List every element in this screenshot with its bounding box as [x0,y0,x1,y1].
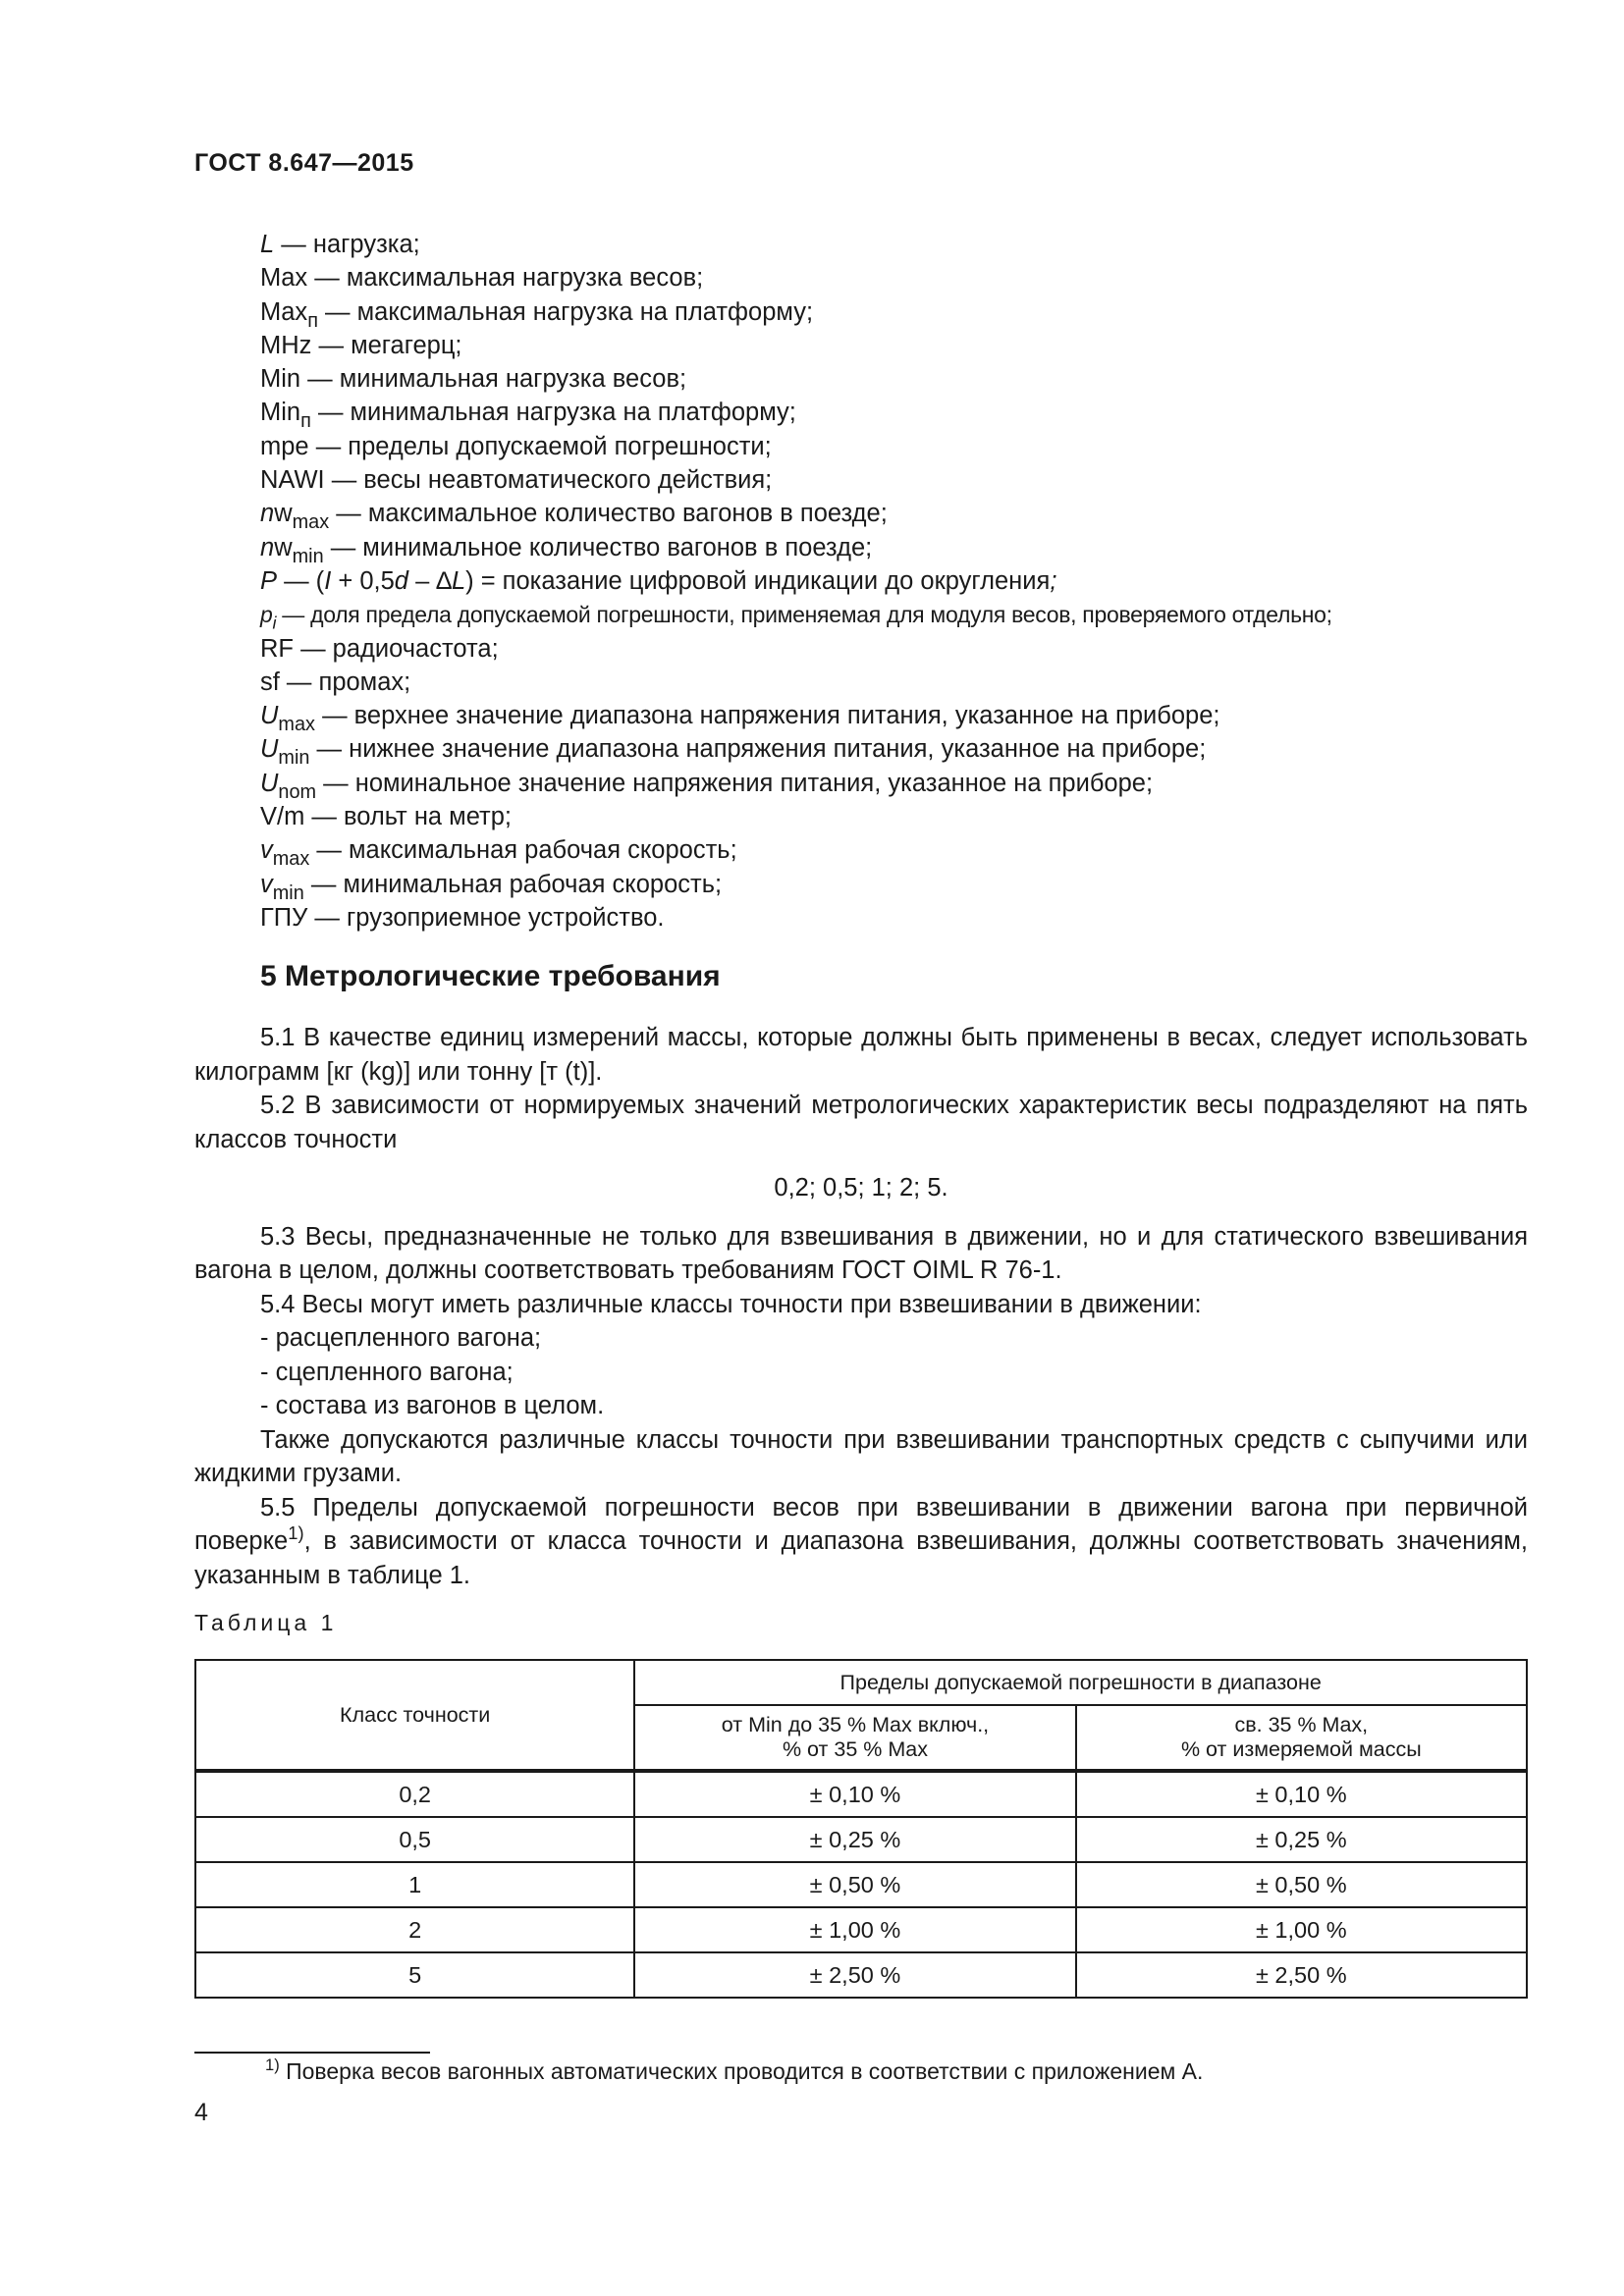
def-P: P — (I + 0,5d – ∆L) = показание цифровой индикации до округления; [260,566,1057,595]
list-item: - сцепленного вагона; [260,1358,514,1386]
paragraph-5-3: 5.3 Весы, предназначенные не только для взвешивания в движении, но и для статического взвешивания вагона в целом, должны соответствовать требованиям ГОСТ OIML R 76-1. [194,1222,1528,1284]
page-number: 4 [194,2099,208,2126]
def-vm: V/m — вольт на метр; [260,803,512,831]
paragraph-5-1: 5.1 В качестве единиц измерений массы, которые должны быть применены в весах, следует использовать килограмм [кг (kg)] или тонну [т (t)]. [194,1024,1528,1086]
footnote-ref: 1) [288,1522,304,1543]
def-mpe: mpe — пределы допускаемой погрешности; [260,432,772,460]
table-row: 0,5 ± 0,25 % ± 0,25 % [195,1817,1527,1862]
list-item: - расцепленного вагона; [260,1324,542,1352]
header-range-2: св. 35 % Max, % от измеряемой массы [1076,1705,1527,1771]
paragraph-5-5: 5.5 Пределы допускаемой погрешности весов при взвешивании в движении вагона при первичной поверке$^{1)}$, в зависимости от класса точности и диапазона взвешивания, должны соответствовать значениям, указанным в таблице 1. [194,1493,1528,1589]
def-nwmin: $nw_{min}$ — минимальное количество вагонов в поезде; [260,533,873,567]
section-title: 5 Метрологические требования [260,960,721,992]
list-item: - состава из вагонов в целом. [260,1392,605,1419]
def-maxp: Max$_п$ — максимальная нагрузка на платформу; [260,297,814,332]
paragraph-5-2: 5.2 В зависимости от нормируемых значений метрологических характеристик весы подразделяют на пять классов точности [194,1092,1528,1153]
table-caption: Таблица 1 [194,1610,338,1635]
def-umin: $U_{min}$ — нижнее значение диапазона напряжения питания, указанное на приборе; [260,735,1207,770]
paragraph-5-4: 5.4 Весы могут иметь различные классы точности при взвешивании в движении: [260,1290,1202,1318]
table-row: 1 ± 0,50 % ± 0,50 % [195,1862,1527,1907]
def-vmax: $v_{max}$ — максимальная рабочая скорость; [260,836,737,871]
header-group: Пределы допускаемой погрешности в диапазоне [634,1660,1527,1705]
table-row: 2 ± 1,00 % ± 1,00 % [195,1907,1527,1952]
def-umax: $U_{max}$ — верхнее значение диапазона напряжения питания, указанное на приборе; [260,702,1220,736]
footnote: $^{1)}$ Поверка весов вагонных автоматических проводится в соответствии с приложением А. [265,2055,1204,2084]
symbols-list [260,228,1527,934]
def-mhz: MHz — мегагерц; [260,331,462,359]
document-header: ГОСТ 8.647—2015 [194,149,414,177]
def-L: L — нагрузка; [260,231,420,258]
def-gpu: ГПУ — грузоприемное устройство. [260,903,665,932]
def-pi: $p_i$ — доля предела допускаемой погрешности, применяемая для модуля весов, проверяемого отдельно; [260,602,1332,633]
def-max: Max — максимальная нагрузка весов; [260,264,704,293]
def-minp: Min$_п$ — минимальная нагрузка на платформу; [260,399,796,433]
def-sf: sf — промах; [260,667,411,696]
footnote-divider [194,2052,430,2054]
def-vmin: $v_{min}$ — минимальная рабочая скорость; [260,870,723,904]
accuracy-classes: 0,2; 0,5; 1; 2; 5. [774,1174,948,1201]
def-rf: RF — радиочастота; [260,634,499,663]
header-class: Класс точности [195,1660,634,1771]
def-nwmax: $nw_{max}$ — максимальное количество вагонов в поезде; [260,500,888,534]
table-row: 5 ± 2,50 % ± 2,50 % [195,1952,1527,1998]
paragraph-also: Также допускаются различные классы точности при взвешивании транспортных средств с сыпучими или жидкими грузами. [194,1425,1528,1487]
section-body [194,1021,1528,1592]
tolerance-table [194,1659,1528,1999]
def-nawi: NAWI — весы неавтоматического действия; [260,466,773,495]
table-row: 0,2 ± 0,10 % ± 0,10 % [195,1771,1527,1817]
def-min: Min — минимальная нагрузка весов; [260,365,687,394]
header-range-1: от Min до 35 % Max включ., % от 35 % Max [634,1705,1075,1771]
def-unom: $U_{nom}$ — номинальное значение напряжения питания, указанное на приборе; [260,769,1154,803]
